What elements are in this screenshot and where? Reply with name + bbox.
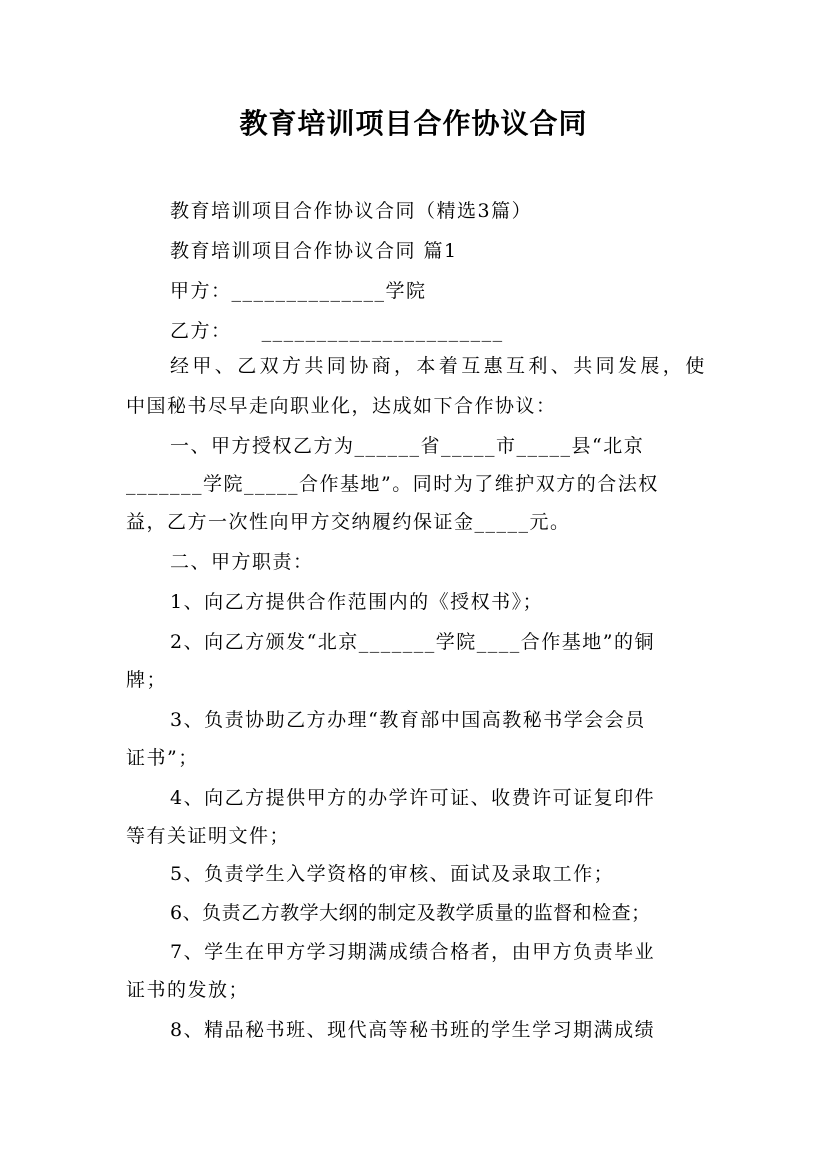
- list-item: 8、精品秘书班、现代高等秘书班的学生学习期满成绩: [170, 1019, 656, 1041]
- list-item-continuation: 证书”；: [126, 747, 199, 769]
- section-heading: 教育培训项目合作协议合同 篇1: [170, 240, 458, 262]
- clause-line: 一、甲方授权乙方为______省_____市_____县“北京: [170, 435, 645, 457]
- clause-line: _______学院_____合作基地”。同时为了维护双方的合法权: [126, 473, 659, 495]
- subtitle-line: 教育培训项目合作协议合同（精选3篇）: [170, 200, 533, 222]
- paragraph-line: 中国秘书尽早走向职业化，达成如下合作协议：: [126, 395, 557, 417]
- list-item: 5、负责学生入学资格的审核、面试及录取工作；: [170, 863, 615, 885]
- list-item-continuation: 牌；: [126, 669, 168, 691]
- list-item-continuation: 证书的发放；: [126, 979, 250, 1001]
- paragraph-line: 经甲、乙双方共同协商，本着互惠互利、共同发展，使: [170, 355, 708, 377]
- list-item: 6、负责乙方教学大纲的制定及教学质量的监督和检查；: [170, 902, 651, 924]
- list-item: 7、学生在甲方学习期满成绩合格者，由甲方负责毕业: [170, 941, 656, 963]
- clause-line: 益，乙方一次性向甲方交纳履约保证金_____元。: [126, 511, 571, 533]
- list-item: 2、向乙方颁发“北京_______学院____合作基地”的铜: [170, 631, 656, 653]
- list-item: 3、负责协助乙方办理“教育部中国高教秘书学会会员: [170, 709, 646, 731]
- list-item: 1、向乙方提供合作范围内的《授权书》；: [170, 591, 544, 613]
- party-a-line: 甲方：______________学院: [170, 280, 427, 302]
- clause-heading: 二、甲方职责：: [170, 551, 314, 573]
- list-item: 4、向乙方提供甲方的办学许可证、收费许可证复印件: [170, 787, 656, 809]
- party-b-line: 乙方： ______________________: [170, 320, 504, 342]
- document-title: 教育培训项目合作协议合同: [239, 107, 588, 140]
- list-item-continuation: 等有关证明文件；: [126, 825, 291, 847]
